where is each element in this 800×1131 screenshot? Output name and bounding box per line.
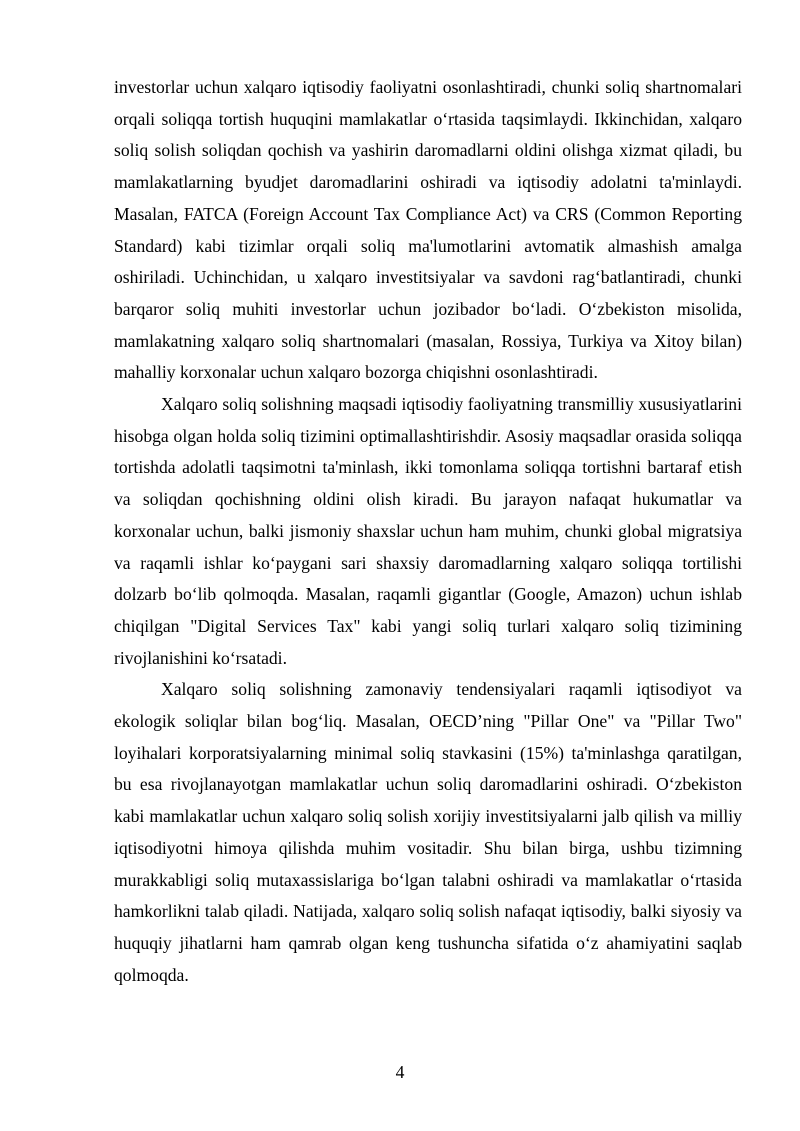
- body-text: [114, 72, 742, 991]
- paragraph-continued: investorlar uchun xalqaro iqtisodiy faoliyatni osonlashtiradi, chunki soliq shartnomalari orqali soliqqa tortish huquqini mamlakatlar oʻrtasida taqsimlaydi. Ikkinchidan, xalqaro soliq solish soliqdan qochish va yashirin daromadlarni oldini olishga xizmat qiladi, bu mamlakatlarning byudjet daromadlarini oshiradi va iqtisodiy adolatni ta'minlaydi. Masalan, FATCA (Foreign Account Tax Compliance Act) va CRS (Common Reporting Standard) kabi tizimlar orqali soliq ma'lumotlarini avtomatik almashish amalga oshiriladi. Uchinchidan, u xalqaro investitsiyalar va savdoni ragʻbatlantiradi, chunki barqaror soliq muhiti investorlar uchun jozibador boʻladi. Oʻzbekiston misolida, mamlakatning xalqaro soliq shartnomalari (masalan, Rossiya, Turkiya va Xitoy bilan) mahalliy korxonalar uchun xalqaro bozorga chiqishni osonlashtiradi.: [114, 77, 742, 383]
- paragraph: Xalqaro soliq solishning zamonaviy tendensiyalari raqamli iqtisodiyot va ekologik soliqlar bilan bogʻliq. Masalan, OECD’ning "Pillar One" va "Pillar Two" loyihalari korporatsiyalarning minimal soliq stavkasini (15%) ta'minlashga qaratilgan, bu esa rivojlanayotgan mamlakatlar uchun soliq daromadlarini oshiradi. Oʻzbekiston kabi mamlakatlar uchun xalqaro soliq solish xorijiy investitsiyalarni jalb qilish va milliy iqtisodiyotni himoya qilishda muhim vositadir. Shu bilan birga, ushbu tizimning murakkabligi soliq mutaxassislariga boʻlgan talabni oshiradi va mamlakatlar oʻrtasida hamkorlikni talab qiladi. Natijada, xalqaro soliq solish nafaqat iqtisodiy, balki siyosiy va huquqiy jihatlarni ham qamrab olgan keng tushuncha sifatida oʻz ahamiyatini saqlab qolmoqda.: [114, 679, 742, 985]
- page-number: 4: [395, 1062, 405, 1082]
- paragraph: Xalqaro soliq solishning maqsadi iqtisodiy faoliyatning transmilliy xususiyatlarini hisobga olgan holda soliq tizimini optimallashtirishdir. Asosiy maqsadlar orasida soliqqa tortishda adolatli taqsimotni ta'minlash, ikki tomonlama soliqqa tortishni bartaraf etish va soliqdan qochishning oldini olish kiradi. Bu jarayon nafaqat hukumatlar va korxonalar uchun, balki jismoniy shaxslar uchun ham muhim, chunki global migratsiya va raqamli ishlar koʻpaygani sari shaxsiy daromadlarning xalqaro soliqqa tortilishi dolzarb boʻlib qolmoqda. Masalan, raqamli gigantlar (Google, Amazon) uchun ishlab chiqilgan "Digital Services Tax" kabi yangi soliq turlari xalqaro soliq tizimining rivojlanishini koʻrsatadi.: [114, 394, 742, 668]
